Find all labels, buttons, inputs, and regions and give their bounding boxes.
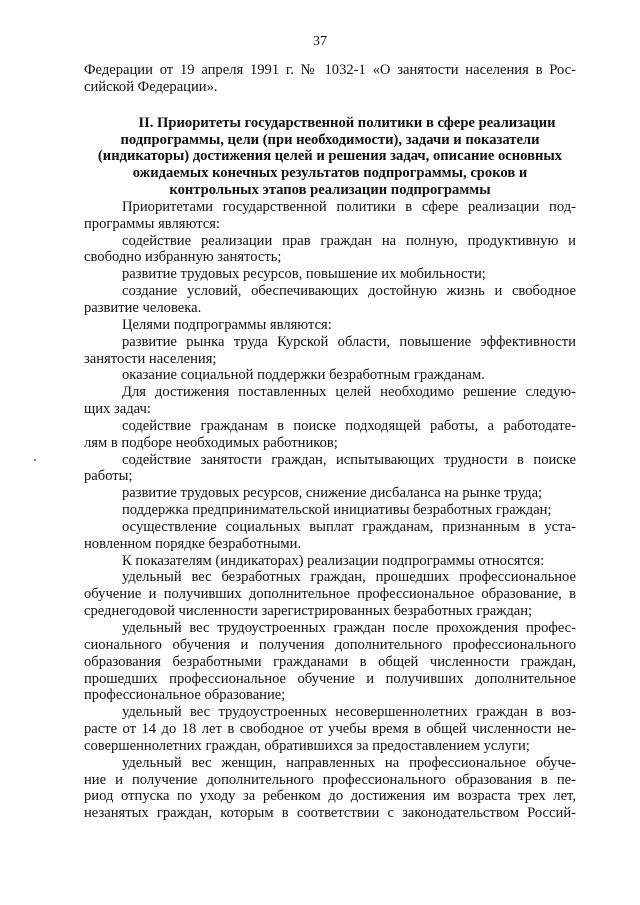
paragraph-line: удельный вес женщин, направленных на профессиональное обуче- [122, 754, 576, 771]
paragraph-line: незанятых граждан, которым в соответствии с законодательством Россий- [84, 805, 576, 822]
paragraph-line: развитие человека. [84, 299, 202, 316]
paragraph-line: свободно избранную занятость; [84, 249, 282, 266]
section-gap [84, 96, 576, 115]
paragraph-line: программы являются: [84, 215, 221, 232]
paragraph-line: ние и получение дополнительного профессионального образования в пе- [84, 771, 576, 788]
heading-line: (индикаторы) достижения целей и решения задач, описание основных [97, 148, 563, 165]
paragraph-line: развитие рынка труда Курской области, повышение эффективности [122, 333, 576, 350]
paragraph-line: содействие реализации прав граждан на полную, продуктивную и [122, 232, 576, 249]
paragraph-line: занятости населения; [84, 350, 217, 367]
paragraph-line: работы; [84, 468, 133, 485]
paragraph-line: удельный вес безработных граждан, прошедших профессиональное [122, 569, 576, 586]
heading-line: ожидаемых конечных результатов подпрограммы, сроков и [132, 165, 528, 182]
paragraph-line: содействие гражданам в поиске подходящей работы, а работодате- [122, 417, 576, 434]
paragraph-line: оказание социальной поддержки безработным гражданам. [122, 367, 485, 384]
section-body [84, 199, 576, 822]
heading-line: подпрограммы, цели (при необходимости), задачи и показатели [120, 131, 540, 148]
scan-speck [34, 459, 36, 461]
section-heading [84, 115, 576, 199]
heading-line: II. Приоритеты государственной политики в сфере реализации [138, 114, 556, 131]
paragraph-line: совершеннолетних граждан, обратившихся за предоставлением услуги; [84, 737, 530, 754]
paragraph-line: Для достижения поставленных целей необходимо решение следую- [122, 384, 576, 401]
paragraph-line: обучение и получивших дополнительное профессиональное образование, в [84, 586, 576, 603]
page-number: 37 [313, 34, 327, 49]
paragraph-line: Федерации от 19 апреля 1991 г. № 1032-1 «О занятости населения в Рос- [84, 62, 576, 78]
paragraph-line: Целями подпрограммы являются: [122, 316, 332, 333]
paragraph-line: создание условий, обеспечивающих достойную жизнь и свободное [122, 283, 576, 300]
paragraph-line: Приоритетами государственной политики в сфере реализации под- [122, 198, 576, 215]
paragraph-line: риод отпуска по уходу за ребенком до достижения им возраста трех лет, [84, 788, 576, 805]
paragraph-line: удельный вес трудоустроенных граждан после прохождения профес- [122, 620, 576, 636]
paragraph-line: осуществление социальных выплат гражданам, признанным в уста- [122, 518, 576, 535]
paragraph-line: образования безработными гражданами в общей численности граждан, [84, 653, 576, 670]
paragraph-line: удельный вес трудоустроенных несовершеннолетних граждан в воз- [122, 704, 576, 721]
paragraph-line: развитие трудовых ресурсов, снижение дисбаланса на рынке труда; [122, 485, 543, 502]
paragraph-line: развитие трудовых ресурсов, повышение их мобильности; [122, 266, 486, 283]
paragraph-line: расте от 14 до 18 лет в свободное от учебы время в общей численности не- [84, 721, 576, 738]
paragraph-line: содействие занятости граждан, испытывающих трудности в поиске [122, 451, 576, 468]
paragraph-line: лям в подборе необходимых работников; [84, 434, 338, 451]
paragraph-line: щих задач: [84, 401, 151, 418]
paragraph-line: профессиональное образование; [84, 687, 286, 704]
paragraph-line: сийской Федерации». [84, 78, 218, 95]
page-content [84, 62, 576, 822]
paragraph-line: К показателям (индикаторах) реализации подпрограммы относятся: [122, 552, 545, 569]
heading-line: контрольных этапов реализации подпрограммы [169, 182, 491, 199]
paragraph-line: поддержка предпринимательской инициативы безработных граждан; [122, 502, 552, 519]
paragraph-line: среднегодовой численности зарегистрированных безработных граждан; [84, 603, 533, 620]
paragraph-line: сионального обучения и получения дополнительного профессионального [84, 636, 576, 653]
paragraph-line: новленном порядке безработными. [84, 535, 302, 552]
paragraph-line: прошедших профессиональное обучение и получивших дополнительное [84, 670, 576, 687]
